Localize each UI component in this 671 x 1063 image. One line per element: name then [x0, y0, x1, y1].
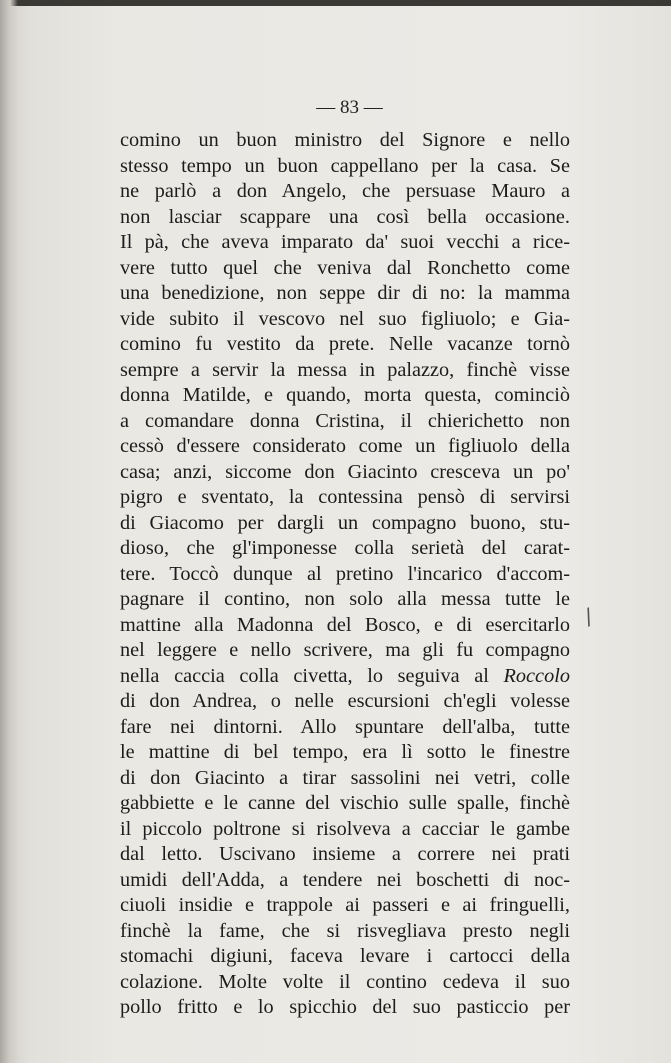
text-line: una benedizione, non seppe dir di no: la mamma	[120, 282, 570, 304]
text-line: vide subito il vescovo nel suo figliuolo; e Gia-	[120, 307, 570, 330]
text-line: pollo fritto e lo spicchio del suo pasticcio per	[120, 996, 570, 1018]
text-line: il piccolo poltrone si risolveva a cacciar le gambe	[120, 817, 570, 840]
text-line: di don Giacinto a tirar sassolini nei vetri, colle	[120, 766, 570, 789]
italic-roccolo: Roccolo	[503, 664, 570, 687]
text-line: gabbiette e le canne del vischio sulle spalle, finchè	[120, 792, 570, 814]
text-line: pigro e sventato, la contessina pensò di servirsi	[120, 486, 570, 508]
text-line: dioso, che gl'imponesse colla serietà del carat-	[120, 537, 570, 559]
text-line: vere tutto quel che veniva dal Ronchetto come	[120, 256, 570, 279]
text-line: comino un buon ministro del Signore e nello	[120, 129, 570, 151]
binding-shadow	[0, 0, 18, 1063]
text-line: di Giacomo per dargli un compagno buono, stu-	[120, 511, 570, 534]
margin-pencil-mark: /	[580, 604, 597, 631]
page-number: — 83 —	[316, 97, 383, 118]
text-line: colazione. Molte volte il contino cedeva il suo	[120, 970, 570, 993]
text-line: non lasciar scappare una così bella occasione.	[120, 205, 570, 228]
text-line: ciuoli insidie e trappole ai passeri e ai fringuelli,	[120, 894, 570, 916]
text-line: fare nei dintorni. Allo spuntare dell'alba, tutte	[120, 715, 570, 738]
text-line: pagnare il contino, non solo alla messa tutte le	[120, 588, 570, 610]
text-line: comino fu vestito da prete. Nelle vacanze tornò	[120, 333, 570, 355]
text-line: finchè la fame, che si risvegliava presto negli	[120, 919, 570, 942]
text-line: sempre a servir la messa in palazzo, finchè visse	[120, 358, 570, 381]
text-line: tere. Toccò dunque al pretino l'incarico d'accom-	[120, 562, 570, 585]
text-line: le mattine di bel tempo, era lì sotto le finestre	[120, 741, 570, 763]
page-top-edge	[0, 0, 671, 6]
text-line: cessò d'essere considerato come un figliuolo della	[120, 435, 570, 457]
text-line: stomachi digiuni, faceva levare i cartocci della	[120, 945, 570, 967]
text-line: Il pà, che aveva imparato da' suoi vecchi a rice-	[120, 231, 570, 253]
text-line: ne parlò a don Angelo, che persuase Mauro a	[120, 180, 570, 202]
text-line: stesso tempo un buon cappellano per la casa. Se	[120, 154, 570, 177]
text-line: nel leggere e nello scrivere, ma gli fu compagno	[120, 639, 570, 661]
text-line: di don Andrea, o nelle escursioni ch'egli volesse	[120, 690, 570, 712]
text-line: a comandare donna Cristina, il chierichetto non	[120, 409, 570, 432]
body-text	[120, 128, 570, 1021]
text-line: umidi dell'Adda, a tendere nei boschetti di noc-	[120, 868, 570, 891]
text-line: nella caccia colla civetta, lo seguiva al Roccolo	[120, 664, 570, 687]
text-line: mattine alla Madonna del Bosco, e di esercitarlo	[120, 613, 570, 636]
text-line: casa; anzi, siccome don Giacinto cresceva un po'	[120, 460, 570, 483]
text-line: donna Matilde, e quando, morta questa, cominciò	[120, 384, 570, 406]
text-line: dal letto. Uscivano insieme a correre nei prati	[120, 843, 570, 865]
